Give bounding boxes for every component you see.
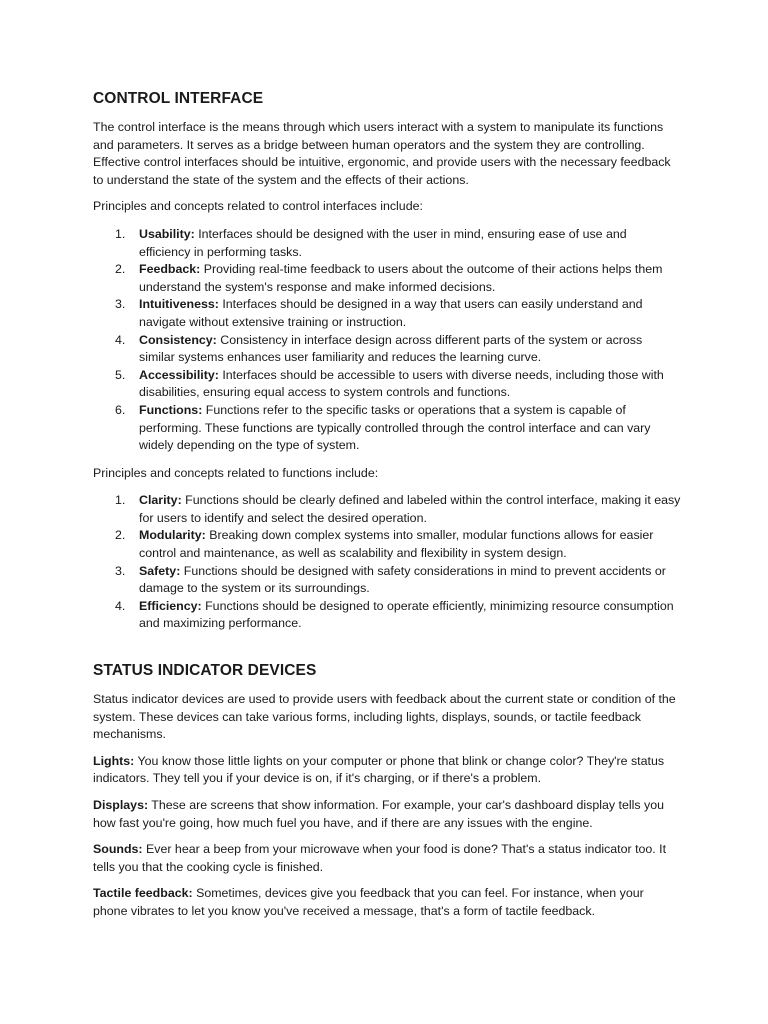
list-term: Clarity: bbox=[139, 493, 182, 508]
status-item-lights bbox=[93, 753, 681, 788]
status-text: Sometimes, devices give you feedback that you can feel. For instance, when your phone vibrates to let you know you've received a message, that's a form of tactile feedback. bbox=[93, 886, 644, 918]
list-item bbox=[93, 261, 681, 296]
list-term: Modularity: bbox=[139, 528, 206, 543]
list-text: Functions should be clearly defined and labeled within the control interface, making it easy for users to identify and select the desired operation. bbox=[139, 493, 681, 525]
section-title-control-interface: CONTROL INTERFACE bbox=[93, 90, 264, 107]
list-term: Consistency: bbox=[139, 332, 217, 347]
list-term: Accessibility: bbox=[139, 367, 219, 382]
list-term: Safety: bbox=[139, 563, 181, 578]
control-interface-principles-list bbox=[93, 226, 681, 455]
list-number: 2. bbox=[115, 262, 126, 277]
functions-principles-list bbox=[93, 492, 681, 633]
status-item-displays bbox=[93, 797, 681, 832]
control-interface-intro: The control interface is the means through which users interact with a system to manipulate its functions and parameters. It serves as a bridge between human operators and the system they are controlling. Effective control interfaces should be intuitive, ergonomic, and provide users with the necessary feedback to understand the state of the system and the effects of their actions. bbox=[93, 120, 671, 187]
list-item bbox=[93, 402, 681, 455]
list-item bbox=[93, 332, 681, 367]
list1-heading: Principles and concepts related to control interfaces include: bbox=[93, 199, 423, 214]
list-number: 4. bbox=[115, 598, 126, 613]
status-text: These are screens that show information. For example, your car's dashboard display tells you how fast you're going, how much fuel you have, and if there are any issues with the engine. bbox=[93, 798, 665, 830]
list-text: Interfaces should be accessible to users with diverse needs, including those with disabilities, ensuring equal access to system controls and functions. bbox=[139, 367, 664, 400]
status-item-tactile-feedback bbox=[93, 885, 681, 920]
status-term: Lights: bbox=[93, 753, 135, 768]
list-number: 2. bbox=[115, 528, 126, 543]
document-page bbox=[93, 88, 681, 921]
list-number: 6. bbox=[115, 402, 126, 417]
list-text: Functions refer to the specific tasks or operations that a system is capable of performing. These functions are typically controlled through the control interface and can vary widely depending on the type of system. bbox=[139, 402, 651, 453]
status-term: Tactile feedback: bbox=[93, 886, 193, 901]
status-term: Sounds: bbox=[93, 842, 143, 857]
list-item bbox=[93, 296, 681, 331]
status-item-sounds bbox=[93, 841, 681, 876]
list-number: 1. bbox=[115, 493, 126, 508]
list-text: Breaking down complex systems into smaller, modular functions allows for easier control and maintenance, as well as scalability and flexibility in system design. bbox=[139, 528, 654, 561]
list-text: Consistency in interface design across different parts of the system or across similar systems enhances user familiarity and reduces the learning curve. bbox=[139, 332, 643, 365]
status-term: Displays: bbox=[93, 798, 149, 812]
list-item bbox=[93, 527, 681, 562]
list-text: Providing real-time feedback to users about the outcome of their actions helps them understand the system's response and make informed decisions. bbox=[139, 262, 663, 294]
list-term: Intuitiveness: bbox=[139, 297, 219, 312]
status-text: You know those little lights on your computer or phone that blink or change color? They're status indicators. They tell you if your device is on, if it's charging, or if there's a problem. bbox=[93, 753, 665, 786]
list2-heading: Principles and concepts related to functions include: bbox=[93, 465, 379, 480]
list-item bbox=[93, 226, 681, 261]
list-term: Feedback: bbox=[139, 262, 201, 277]
list-term: Usability: bbox=[139, 226, 195, 241]
list-text: Interfaces should be designed with the user in mind, ensuring ease of use and efficiency in performing tasks. bbox=[139, 226, 627, 259]
list-item bbox=[93, 367, 681, 402]
list-text: Interfaces should be designed in a way that users can easily understand and navigate without extensive training or instruction. bbox=[139, 297, 643, 329]
list-number: 5. bbox=[115, 367, 126, 382]
list-item bbox=[93, 563, 681, 598]
list-item bbox=[93, 492, 681, 527]
list-text: Functions should be designed to operate efficiently, minimizing resource consumption and maximizing performance. bbox=[139, 598, 674, 631]
list-term: Functions: bbox=[139, 402, 203, 417]
list-number: 1. bbox=[115, 226, 126, 241]
list-number: 3. bbox=[115, 297, 126, 312]
status-text: Ever hear a beep from your microwave when your food is done? That's a status indicator too. It tells you that the cooking cycle is finished. bbox=[93, 842, 667, 874]
list-number: 4. bbox=[115, 332, 126, 347]
list-number: 3. bbox=[115, 563, 126, 578]
list-item bbox=[93, 598, 681, 633]
section-title-status-indicator-devices: STATUS INDICATOR DEVICES bbox=[93, 662, 317, 680]
status-indicator-intro: Status indicator devices are used to provide users with feedback about the current state or condition of the system. These devices can take various forms, including lights, displays, sounds, or tactile feedback mechanisms. bbox=[93, 692, 676, 742]
list-term: Efficiency: bbox=[139, 598, 202, 613]
list-text: Functions should be designed with safety considerations in mind to prevent accidents or damage to the system or its surroundings. bbox=[139, 563, 666, 596]
